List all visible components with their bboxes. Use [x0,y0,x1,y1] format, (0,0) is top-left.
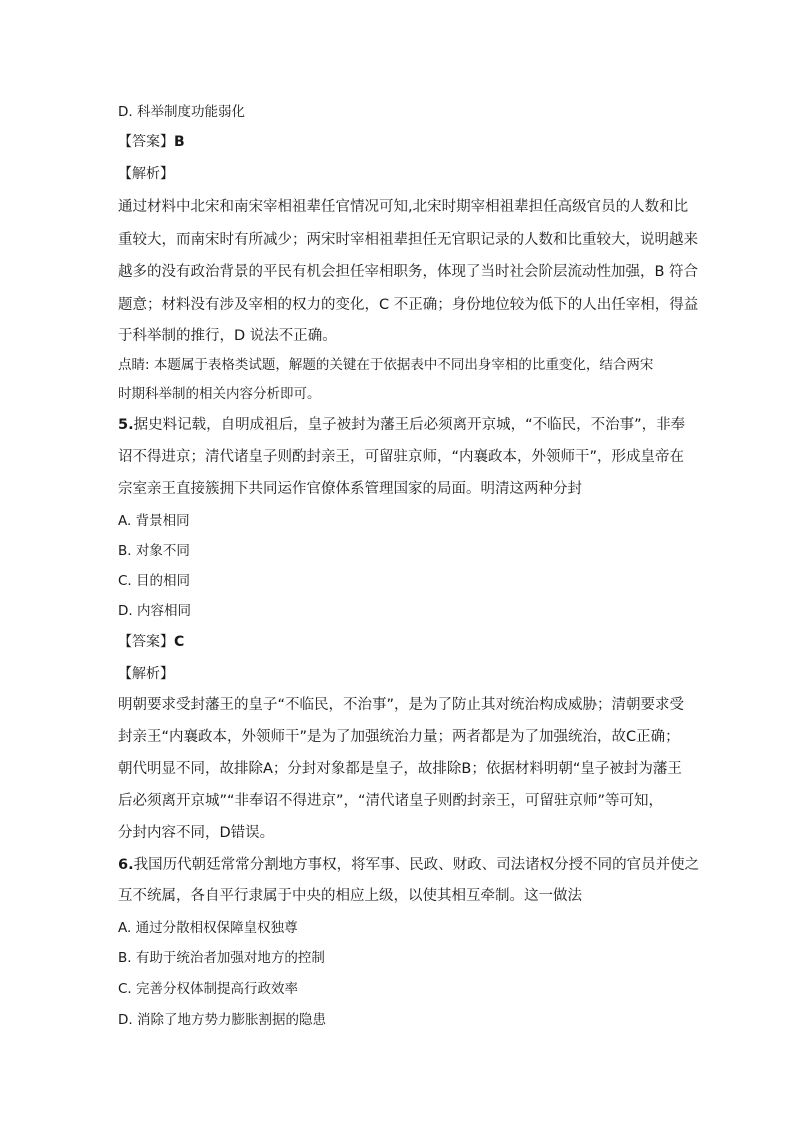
q5-answer [118,632,184,652]
q4-analysis-line-5: 于科举制的推行，D 说法不正确。 [118,328,337,344]
q5-analysis-label: 【解析】 [118,666,174,682]
q5-analysis-line-3: 朝代明显不同，故排除A；分封对象都是皇子，故排除B；依据材料明朝“皇子被封为藩王 [118,761,682,777]
q6-number: 6. [118,857,134,873]
q5-analysis-line-1: 明朝要求受封藩王的皇子“不临民，不治事”，是为了防止其对统治构成威胁；清朝要求受 [118,697,685,713]
answer-value: B [174,134,185,150]
q6-stem-line-1 [118,855,699,875]
answer-label: 【答案】 [118,134,174,150]
q5-option-a: A. 背景相同 [118,513,190,529]
q4-tip-line-1: 点睛: 本题属于表格类试题，解题的关键在于依据表中不同出身宰相的比重变化，结合两宋 [118,357,654,373]
q4-analysis-line-2: 重较大，而南宋时有所减少；两宋时宰相祖辈担任无官职记录的人数和比重较大，说明越来 [118,232,698,248]
answer-value: C [174,634,185,650]
q6-stem-line-2: 互不统属，各自平行隶属于中央的相应上级，以使其相互牵制。这一做法 [118,888,582,904]
q5-analysis-line-4: 后必须离开京城”“非奉诏不得进京”，“清代诸皇子则酌封亲王，可留驻京师”等可知， [118,793,664,809]
q4-tip-line-2: 时期科举制的相关内容分析即可。 [118,386,321,402]
q5-option-c: C. 目的相同 [118,573,191,589]
q5-option-d: D. 内容相同 [118,603,191,619]
q5-analysis-line-5: 分封内容不同，D错误。 [118,825,275,841]
q5-stem-line-2: 诏不得进京；清代诸皇子则酌封亲王，可留驻京师，“内襄政本，外领师干”，形成皇帝在 [118,449,685,465]
q5-option-b: B. 对象不同 [118,543,190,559]
q5-stem-line-1 [118,415,685,435]
q5-stem-line-3: 宗室亲王直接簇拥下共同运作官僚体系管理国家的局面。明清这两种分封 [118,481,582,497]
q6-stem-text: 我国历代朝廷常常分割地方事权，将军事、民政、财政、司法诸权分授不同的官员并使之 [133,857,700,873]
q4-answer [118,132,185,152]
q5-stem-text: 据史料记载，自明成祖后，皇子被封为藩王后必须离开京城，“不临民，不治事”，非奉 [133,417,686,433]
q5-analysis-line-2: 封亲王“内襄政本，外领师干”是为了加强统治力量；两者都是为了加强统治，故C正确； [118,729,680,745]
q6-option-b: B. 有助于统治者加强对地方的控制 [118,950,325,966]
answer-label: 【答案】 [118,634,174,650]
q5-number: 5. [118,417,134,433]
q4-option-d: D. 科举制度功能弱化 [118,104,245,120]
q6-option-a: A. 通过分散相权保障皇权独尊 [118,920,298,936]
q4-analysis-line-3: 越多的没有政治背景的平民有机会担任宰相职务，体现了当时社会阶层流动性加强，B 符合 [118,264,699,280]
q6-option-d: D. 消除了地方势力膨胀割据的隐患 [118,1012,326,1028]
q4-analysis-line-4: 题意；材料没有涉及宰相的权力的变化，C 不正确；身份地位较为低下的人出任宰相，得益 [118,297,699,313]
q4-analysis-label: 【解析】 [118,166,174,182]
q6-option-c: C. 完善分权体制提高行政效率 [118,981,299,997]
q4-analysis-line-1: 通过材料中北宋和南宋宰相祖辈任官情况可知,北宋时期宰相祖辈担任高级官员的人数和比 [118,199,689,215]
